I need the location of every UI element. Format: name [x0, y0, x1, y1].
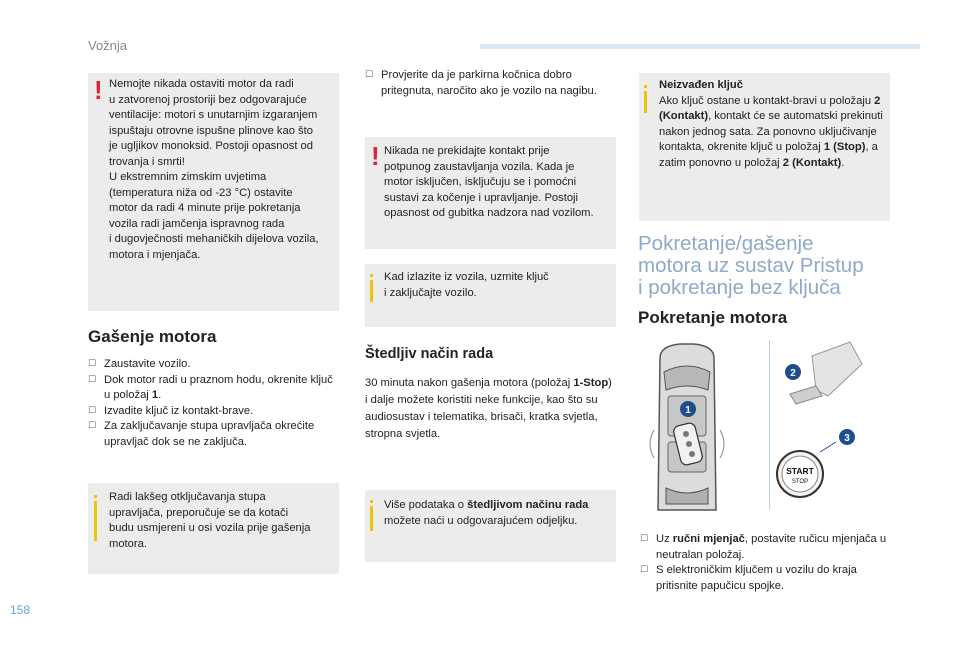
list-item: ☐ S elektroničkim ključem u vozilu do kraja pritisnite papučicu spojke.	[640, 563, 895, 594]
car-start-illustration	[640, 338, 870, 518]
info-text: Kad izlazite iz vozila, uzmite ključ i zaključajte vozilo.	[384, 271, 549, 299]
heading-engine-off: Gašenje motora	[88, 327, 217, 346]
illustration-divider	[769, 340, 770, 510]
warning-box-engine-idle	[88, 73, 339, 311]
section-title: Vožnja	[88, 38, 128, 53]
warning-icon: !	[371, 141, 380, 171]
list-item: ☐ Uz ručni mjenjač, postavite ručicu mjenjača u neutralan položaj.	[640, 532, 895, 563]
car-topview	[650, 344, 724, 510]
list-item: ☐ Za zaključavanje stupa upravljača okrećite upravljač dok se ne zaključa.	[88, 419, 340, 450]
info-box-steering	[88, 483, 339, 574]
list-item: ☐ Provjerite da je parkirna kočnica dobro pritegnuta, naročito ako je vozilo na nagibu.	[365, 68, 615, 99]
info-text: Više podataka o štedljivom načinu rada možete naći u odgovarajućem odjeljku.	[384, 499, 589, 527]
start-stop-button-icon	[777, 442, 836, 497]
svg-text:3: 3	[844, 433, 850, 444]
list-item: ☐ Dok motor radi u praznom hodu, okrenite ključ u položaj 1.	[88, 373, 340, 404]
stop-label: STOP	[791, 479, 809, 485]
info-title: Neizvađen ključ	[659, 79, 743, 91]
svg-text:2: 2	[790, 368, 796, 379]
section-heading-keyless: Pokretanje/gašenje motora uz sustav Pristup i pokretanje bez ključa	[638, 232, 864, 299]
info-text: Radi lakšeg otključavanja stupa upravljača, preporučuje se da kotači budu usmjereni u osi vozila prije gašenja motora.	[109, 491, 311, 550]
eco-mode-paragraph: 30 minuta nakon gašenja motora (položaj 1-Stop) i dalje možete koristiti neke funkcije, kao što su audiosustav i telematika, brisači, kratka svjetla, stropna svjetla.	[365, 377, 612, 440]
info-box-key-left	[639, 73, 890, 221]
info-icon	[94, 501, 97, 541]
callout-2	[785, 364, 801, 380]
steps-parking-brake	[365, 68, 615, 99]
info-box-eco-mode	[365, 490, 616, 562]
header-rule	[480, 44, 920, 49]
page-number: 158	[10, 603, 31, 617]
list-item: ☐ Izvadite ključ iz kontakt-brave.	[88, 404, 340, 420]
warning-text: Nikada ne prekidajte kontakt prije potpunog zaustavljanja vozila. Kada je motor isključen, isključuju se i pomoćni sustavi za kočenje i upravljanje. Postoji opasnost od gubitka nadzora nad vozilom.	[384, 145, 594, 219]
warning-text: Nemojte nikada ostaviti motor da radi u zatvorenoj prostoriji bez odgovarajuće ventilacije: motori s unutarnjim izgaranjem ispuštaju otrovne ispušne plinove kao što je ugljikov monoksid. Postoji opasnost od trovanja i smrti! U ekstremnim zimskim uvjetima (temperatura niža od -23 °C) ostavite motor da radi 4 minute prije pokretanja vozila radi jamčenja ispravnog rada i dugovječnosti mehaničkih dijelova vozila, motora i mjenjača.	[109, 78, 319, 261]
info-icon	[644, 91, 647, 113]
start-label: START	[786, 466, 814, 476]
svg-text:1: 1	[685, 405, 691, 416]
steps-engine-start	[640, 532, 895, 594]
info-icon	[370, 506, 373, 531]
callout-1	[680, 401, 696, 417]
callout-3	[839, 429, 855, 445]
steps-engine-off	[88, 357, 340, 450]
warning-box-ignition	[365, 137, 616, 249]
list-item: ☐ Zaustavite vozilo.	[88, 357, 340, 373]
info-box-take-key	[365, 264, 616, 327]
info-icon	[370, 280, 373, 302]
heading-engine-start: Pokretanje motora	[638, 308, 788, 327]
info-text: Neizvađen ključ Ako ključ ostane u kontakt-bravi u položaju 2 (Kontakt), kontakt će se automatski prekinuti nakon jednog sata. Za ponovno uključivanje kontakta, okrenite ključ u položaj 1 (Stop), a zatim ponovno u položaj 2 (Kontakt).	[659, 78, 887, 171]
warning-icon: !	[94, 75, 103, 105]
heading-eco-mode: Štedljiv način rada	[365, 346, 494, 362]
